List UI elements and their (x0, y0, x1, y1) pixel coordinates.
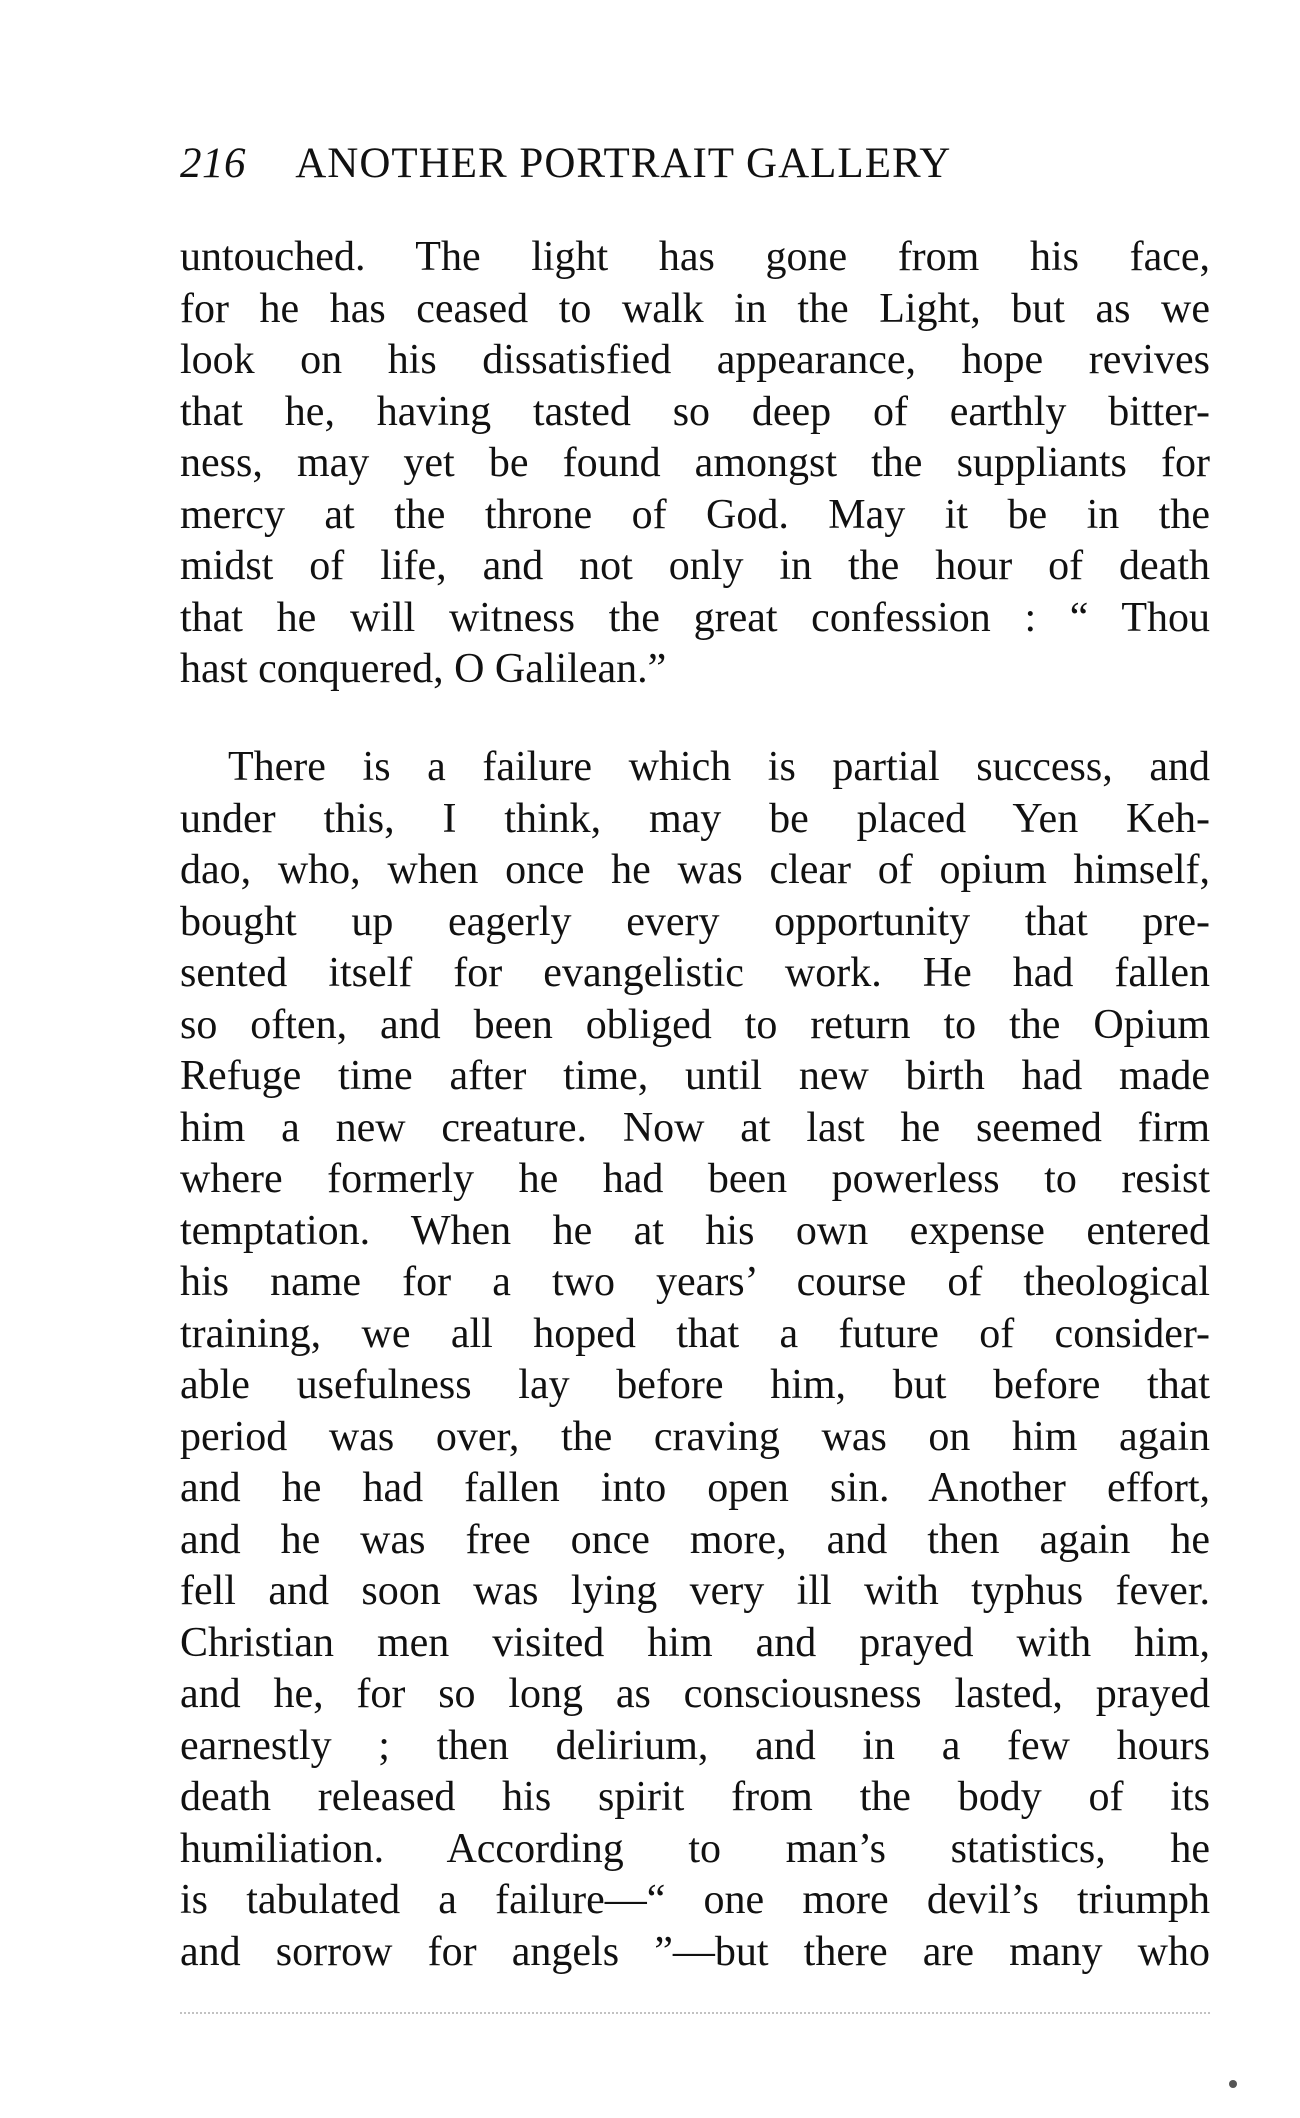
text-line: him a new creature. Now at last he seemed firm (180, 1104, 1210, 1151)
text-line: and he had fallen into open sin. Another effort, (180, 1465, 1210, 1511)
text-line: where formerly he had been powerless to resist (180, 1156, 1210, 1202)
text-line: humiliation. According to man’s statistics, he (180, 1825, 1210, 1872)
text-line: hast conquered, O Galilean.” (180, 646, 667, 692)
text-line: There is a failure which is partial success, and (228, 744, 1210, 790)
text-line: period was over, the craving was on him again (180, 1413, 1210, 1460)
running-title: ANOTHER PORTRAIT GALLERY (295, 140, 952, 187)
text-line: under this, I think, may be placed Yen Keh- (180, 795, 1210, 842)
text-line: midst of life, and not only in the hour of death (180, 543, 1210, 589)
text-line: look on his dissatisfied appearance, hope revives (180, 337, 1210, 383)
text-line: able usefulness lay before him, but before that (180, 1362, 1210, 1408)
paragraph-continued (180, 232, 1210, 696)
cut-off-next-line (180, 2012, 1210, 2020)
text-line: training, we all hoped that a future of consider- (180, 1310, 1210, 1357)
scan-speck (1229, 2080, 1237, 2088)
text-line: earnestly ; then delirium, and in a few hours (180, 1722, 1210, 1769)
text-line: bought up eagerly every opportunity that pre- (180, 898, 1210, 945)
text-line: death released his spirit from the body of its (180, 1774, 1210, 1820)
running-head (180, 138, 1200, 190)
text-line: and he was free once more, and then again he (180, 1516, 1210, 1563)
text-line: sented itself for evangelistic work. He had fallen (180, 950, 1210, 996)
text-line: for he has ceased to walk in the Light, but as we (180, 285, 1210, 332)
text-line: that he will witness the great confession : “ Thou (180, 594, 1210, 641)
text-line: dao, who, when once he was clear of opium himself, (180, 847, 1210, 893)
text-line: untouched. The light has gone from his face, (180, 234, 1210, 280)
text-line: mercy at the throne of God. May it be in the (180, 491, 1210, 538)
text-line: ness, may yet be found amongst the suppliants for (180, 440, 1210, 486)
text-line: fell and soon was lying very ill with typhus fever. (180, 1568, 1210, 1614)
paragraph-yen-keh-dao (180, 742, 1210, 1978)
text-line: Christian men visited him and prayed with him, (180, 1619, 1210, 1666)
text-line: so often, and been obliged to return to the Opium (180, 1001, 1210, 1048)
text-line: temptation. When he at his own expense entered (180, 1207, 1210, 1254)
text-line: his name for a two years’ course of theological (180, 1259, 1210, 1305)
text-line: Refuge time after time, until new birth had made (180, 1053, 1210, 1099)
text-line: is tabulated a failure—“ one more devil’s triumph (180, 1877, 1210, 1923)
text-line: that he, having tasted so deep of earthly bitter- (180, 388, 1210, 435)
text-line: and sorrow for angels ”—but there are many who (180, 1928, 1210, 1975)
text-line: and he, for so long as consciousness lasted, prayed (180, 1671, 1210, 1717)
page-number: 216 (180, 140, 246, 187)
